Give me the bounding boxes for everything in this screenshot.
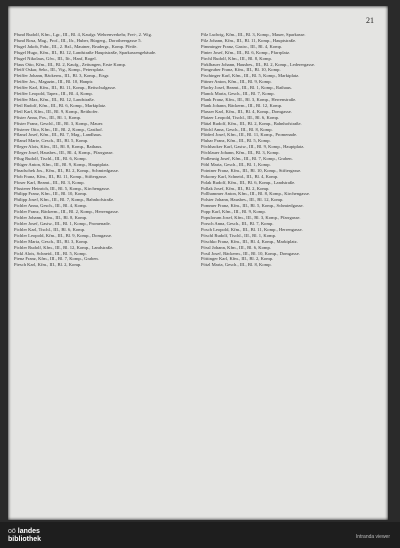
directory-entry: Pfund Rudolf, Kfm., Lgr., III., Bl. 4, Kaufgr. Wehrenverkehr, Frei-, 2. Wig. — [14, 32, 153, 37]
directory-entry: Planck Maria, Gesch., III., Bl. 7, Komp. — [201, 91, 275, 97]
viewer-footer — [0, 522, 400, 548]
logo-prefix: oö — [8, 528, 16, 535]
directory-entry: Pfugel Hugo, Kfm., III., Bl. 12, Landstraße Hauptstraße, Sparkassengebäude. — [14, 49, 157, 55]
directory-entry: Pfaus Otto, Kfm., III., Bl. 2, Kaufg., Zeitungen, Erste Komp. — [14, 61, 127, 67]
directory-entry: Pflüger Anton, Kfm., III., Bl. 9, Komp., Hauptplatz. — [14, 161, 110, 167]
directory-entry: Pointner Franz, Kfm., III., Bl. 10, Komp., Stiftergasse. — [201, 167, 302, 173]
directory-entry: Pickl Alois, Schneid., III., Bl. 5, Komp. — [14, 250, 87, 256]
directory-entry: Porsch Anna, Gesch., III., Bl. 7, Komp. — [201, 221, 274, 226]
directory-entry: Popp Karl, Kfm., III., Bl. 9, Komp. — [201, 209, 266, 215]
directory-entry: Postl Josef, Bäckerm., III., Bl. 10, Komp., Domgasse. — [201, 250, 300, 256]
directory-entry: Pfeiffer Karl, Kfm., III., Bl. 11, Komp., Reitschulgasse. — [14, 85, 117, 91]
directory-entry: Pfisterer Otto, Kfm., III., Bl. 2, Komp., Gasthof. — [14, 126, 103, 132]
directory-entry: Platzer Leopold, Tischl., III., Bl. 6, Komp. — [201, 114, 280, 120]
directory-entry: Pichler Josef, Gastw., III., Bl. 1, Komp., Promenade. — [14, 221, 111, 226]
directory-entry: Pöchhacker Karl, Gastw., III., Bl. 9, Komp., Hauptplatz. — [201, 144, 305, 150]
directory-entry: Pichler Rudolf, Kfm., III., Bl. 12, Komp., Landstraße. — [14, 244, 114, 250]
directory-entry: Pirngruber Franz, Kfm., III., Bl. 10, Komp. — [201, 67, 281, 73]
directory-entry: Pöttinger Karl, Kfm., III., Bl. 2, Komp. — [201, 256, 274, 262]
directory-entry: Pfeil Rudolf, Kfm., III., Bl. 6, Komp., Marktplatz. — [14, 102, 107, 108]
directory-entry: Philipp Josef, Kfm., III., Bl. 7, Komp., Bahnhofstraße. — [14, 197, 115, 203]
directory-entry: Pflug Rudolf, Tischl., III., Bl. 6, Komp. — [14, 156, 87, 162]
directory-entry: Pötzl Maria, Gesch., III., Bl. 8, Komp. — [201, 262, 272, 268]
directory-entry: Pinter Josef, Kfm., III., Bl. 6, Komp., Pfarrplatz. — [201, 49, 291, 55]
logo-line1: landes — [17, 528, 40, 535]
directory-entry: Piesch Karl, Kfm., III., Bl. 2, Komp. — [14, 262, 82, 268]
directory-entry: Polak Rudolf, Kfm., III., Bl. 6, Komp., Landstraße. — [201, 179, 296, 185]
page-number: 21 — [366, 16, 374, 25]
right-column — [201, 32, 382, 514]
directory-entry: Pöhl Maria, Gesch., III., Bl. 1, Komp. — [201, 161, 271, 167]
directory-entry: Pommer Franz, Kfm., III., Bl. 5, Komp., Schmiedgasse. — [201, 203, 304, 209]
directory-entry: Pfnadschek Jos., Kfm., III., Bl. 2, Komp., Schmiedgasse. — [14, 167, 119, 173]
directory-entry: Pfeiff Oskar, Sekr., III., Vig., Komp., Petersplatz. — [14, 67, 105, 73]
directory-entry: Podlesnig Josef, Kfm., III., Bl. 7, Komp., Graben. — [201, 156, 293, 162]
text-columns — [14, 32, 382, 514]
logo-line2: bibliothek — [8, 536, 42, 543]
directory-entry: Posch Leopold, Kfm., III., Bl. 11, Komp., Herrengasse. — [201, 226, 303, 232]
directory-entry: Pöschl Rudolf, Tischl., III., Bl. 1, Komp. — [201, 232, 277, 238]
directory-entry: Pfleger Alois, Kfm., III., Bl. 8, Komp., Rathaus. — [14, 144, 103, 150]
directory-entry: Pluhar Franz, Kfm., III., Bl. 5, Komp. — [201, 138, 271, 144]
directory-entry: Plätzl Rudolf, Kfm., III., Bl. 2, Komp., Bahnhofstraße. — [201, 120, 302, 126]
directory-entry: Pollhammer Anton, Kfm., III., Bl. 8, Komp., Kirchengasse. — [201, 191, 311, 197]
directory-entry: Pirchl Rudolf, Kfm., III., Bl. 8, Komp. — [201, 55, 272, 61]
directory-entry: Plöchl Anna, Gesch., III., Bl. 8, Komp. — [201, 126, 273, 132]
directory-entry: Pfeiffer Leopold, Tapez., III., Bl. 4, Komp. — [14, 91, 93, 97]
directory-entry: Pössl Johann, Kfm., III., Bl. 6, Komp. — [201, 244, 271, 250]
directory-entry: Pöschko Franz, Kfm., III., Bl. 4, Komp., Marktplatz. — [201, 238, 298, 244]
directory-entry: Pfister Franz, Geschl., III., Bl. 3, Komp., Mauer. — [14, 120, 104, 126]
directory-entry: Plank Franz, Kfm., III., Bl. 3, Komp., Herrenstraße. — [201, 96, 297, 102]
directory-entry: Pollak Josef, Kfm., III., Bl. 2, Komp. — [201, 185, 270, 191]
directory-entry: Philipp Franz, Kfm., III., Bl. 10, Komp. — [14, 191, 88, 197]
left-column — [14, 32, 195, 514]
directory-entry: Pienz Franz, Kfm., III., Bl. 7, Komp., Graben. — [14, 256, 99, 262]
directory-entry: Plasser Karl, Kfm., III., Bl. 4, Komp., Domgasse. — [201, 108, 292, 114]
directory-entry: Pfeiffer Jos., Magazin., III., Bl. 10, Hanptr. — [14, 79, 94, 85]
directory-entry: Pflanzl Josef, Kfm., III., Bl. 7, Mag., Landhaus. — [14, 132, 102, 138]
viewer-label: Intranda viewer — [355, 534, 390, 540]
directory-entry: Pilz Johann, Kfm., III., Bl. 11, Komp., Hauptstraße. — [201, 37, 297, 43]
directory-entry: Pfleger Josef, Hausbes., III., Bl. 4, Komp., Pfarrgasse. — [14, 150, 114, 156]
directory-entry: Polster Johann, Hausbes., III., Bl. 12, Komp. — [201, 197, 284, 203]
directory-entry: Pfister Anna, Pos., III., Bl. 1, Komp. — [14, 114, 82, 120]
directory-entry: Pflanzl Marie, Gesch., III., Bl. 5, Komp. — [14, 138, 89, 144]
directory-entry: Pichler Karl, Tischl., III., Bl. 6, Komp. — [14, 226, 86, 232]
directory-entry: Pichler Maria, Gesch., III., Bl. 3, Komp. — [14, 238, 89, 244]
document-page — [8, 6, 388, 520]
directory-entry: Populorum Josef, Kfm., III., Bl. 3, Komp., Pfarrgasse. — [201, 215, 301, 221]
directory-entry: Pimminger Franz, Gastw., III., Bl. 4, Komp. — [201, 43, 283, 49]
directory-entry: Pfund Rosa, Mag., Prof., III., Ifr., Huber, Bürgerg., Dorotheergasse 5. — [14, 37, 142, 43]
directory-entry: Pilz Ludwig, Kfm., III., Bl. 3, Komp., Mauer, Sparkasse. — [201, 32, 306, 37]
directory-entry: Plöderl Josef, Kfm., III., Bl. 11, Komp., Promenade. — [201, 132, 298, 138]
directory-entry: Pirklbauer Johann, Hausbes., III., Bl. 2, Komp., Lederergasse. — [201, 61, 316, 67]
directory-entry: Pöchlauer Johann, Kfm., III., Bl. 3, Komp. — [201, 150, 280, 156]
directory-entry: Pichler Franz, Bäckerm., III., Bl. 2, Komp., Herrengasse. — [14, 209, 119, 215]
directory-entry: Pfeiffer Max, Kfm., III., Bl. 12, Landstraße. — [14, 96, 95, 102]
directory-entry: Pfusterer Heinrich, III., Bl. 5, Komp., Kirchengasse. — [14, 185, 111, 191]
directory-entry: Pittner Anton, Kfm., III., Bl. 9, Komp. — [201, 79, 272, 85]
library-logo[interactable] — [8, 528, 41, 544]
directory-entry: Pfob Franz, Kfm., III., Bl. 11, Komp., Stiftergasse. — [14, 173, 108, 179]
directory-entry: Pfugel Nikolaus, Gfw., III., Ifr., Hanf, Rogel. — [14, 55, 97, 61]
directory-entry: Pfeiffer Johann, Bäckerm., III., Bl. 3, Komp., Eisgr. — [14, 73, 110, 79]
directory-entry: Pfeil Karl, Kfm., III., Bl. 9, Komp., Reithofer. — [14, 108, 99, 114]
directory-entry: Pichler Anna, Gesch., III., Bl. 4, Komp. — [14, 203, 87, 209]
directory-entry: Pfugel Jakob, Fabr., III., 2. Bzl., Mautner, Brudergr., Komp. Pfeife. — [14, 43, 138, 49]
directory-entry: Pfoser Karl, Beamt., III., Bl. 3, Komp. — [14, 179, 85, 185]
directory-entry: Pokorny Karl, Schneid., III., Bl. 4, Komp. — [201, 173, 279, 179]
directory-entry: Pichler Johann, Kfm., III., Bl. 8, Komp. — [14, 215, 88, 221]
directory-entry: Pischinger Karl, Kfm., III., Bl. 5, Komp., Marktplatz. — [201, 73, 300, 79]
directory-entry: Pichler Leopold, Kfm., III., Bl. 9, Komp., Domgasse. — [14, 232, 113, 238]
directory-entry: Plank Johann, Bäckerm., III., Bl. 12, Komp. — [201, 102, 283, 108]
directory-entry: Plachy Josef, Beamt., III., Bl. 1, Komp., Rathaus. — [201, 85, 292, 91]
